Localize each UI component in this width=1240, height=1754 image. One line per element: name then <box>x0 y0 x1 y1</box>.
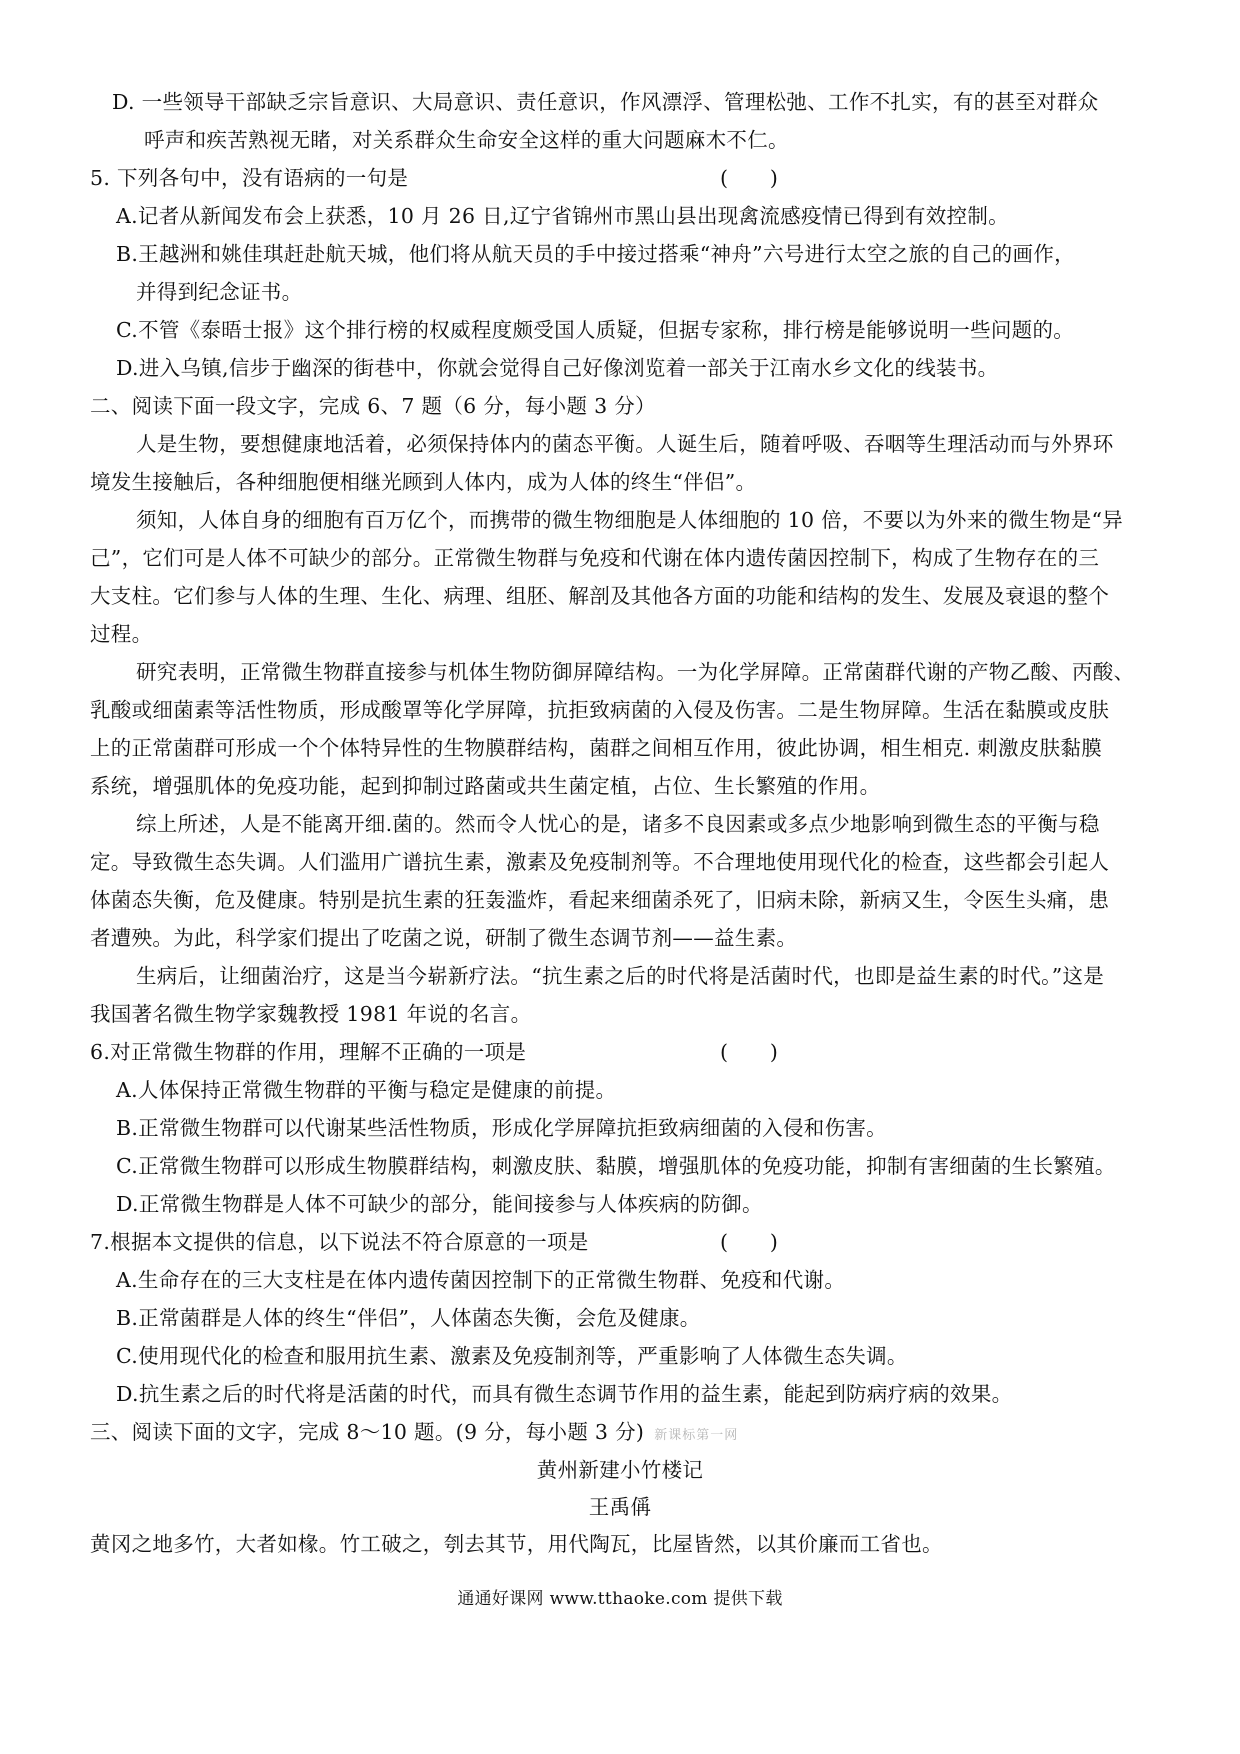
q6-option-c: C.正常微生物群可以形成生物膜群结构，刺激皮肤、黏膜，增强肌体的免疫功能，抑制有害细菌的生长繁殖。 <box>116 1154 1116 1178</box>
section3-heading-line <box>90 1418 738 1450</box>
passage-p3-line2: 乳酸或细菌素等活性物质，形成酸罩等化学屏障，抗拒致病菌的入侵及伤害。二是生物屏障。生活在黏膜或皮肤 <box>90 698 1110 722</box>
q5-answer-paren: ( ) <box>720 166 779 190</box>
passage-p3-line3: 上的正常菌群可形成一个个体特异性的生物膜群结构，菌群之间相互作用，彼此协调，相生相克. 刺激皮肤黏膜 <box>90 736 1103 760</box>
passage-p4-line2: 定。导致微生态失调。人们滥用广谱抗生素，激素及免疫制剂等。不合理地使用现代化的检查，这些都会引起人 <box>90 850 1110 874</box>
classical-text-title: 黄州新建小竹楼记 <box>536 1458 704 1482</box>
q6-answer-paren: ( ) <box>720 1040 779 1064</box>
q6-option-a: A.人体保持正常微生物群的平衡与稳定是健康的前提。 <box>116 1078 617 1102</box>
passage-p2-line2: 己”，它们可是人体不可缺少的部分。正常微生物群与免疫和代谢在体内遗传菌因控制下，构成了生物存在的三 <box>90 546 1100 570</box>
q7-stem: 7.根据本文提供的信息，以下说法不符合原意的一项是 <box>90 1230 589 1254</box>
section3-heading: 三、阅读下面的文字，完成 8～10 题。(9 分，每小题 3 分) <box>90 1420 645 1444</box>
classical-text-author: 王禹偁 <box>588 1495 652 1519</box>
q5-option-a: A.记者从新闻发布会上获悉，10 月 26 日,辽宁省锦州市黑山县出现禽流感疫情已得到有效控制。 <box>116 204 1009 228</box>
watermark-text: 新课标第一网 <box>654 1428 739 1443</box>
q7-option-c: C.使用现代化的检查和服用抗生素、激素及免疫制剂等，严重影响了人体微生态失调。 <box>116 1344 908 1368</box>
q5-stem: 5. 下列各句中，没有语病的一句是 <box>90 166 409 190</box>
q5-option-b-line2: 并得到纪念证书。 <box>136 280 303 304</box>
passage-p2-line3: 大支柱。它们参与人体的生理、生化、病理、组胚、解剖及其他各方面的功能和结构的发生、发展及衰退的整个 <box>90 584 1110 608</box>
passage-p4-line3: 体菌态失衡，危及健康。特别是抗生素的狂轰滥炸，看起来细菌杀死了，旧病未除，新病又生，令医生头痛，患 <box>90 888 1110 912</box>
passage-p4-line1: 综上所述，人是不能离开细.菌的。然而令人忧心的是，诸多不良因素或多点少地影响到微生态的平衡与稳 <box>136 812 1100 836</box>
q4-option-d-line1: D. 一些领导干部缺乏宗旨意识、大局意识、责任意识，作风漂浮、管理松弛、工作不扎实，有的甚至对群众 <box>112 90 1099 114</box>
passage-p2-line4: 过程。 <box>90 622 153 646</box>
q7-option-d: D.抗生素之后的时代将是活菌的时代，而具有微生态调节作用的益生素，能起到防病疗病的效果。 <box>116 1382 1013 1406</box>
passage-p5-line1: 生病后，让细菌治疗，这是当今崭新疗法。“抗生素之后的时代将是活菌时代，也即是益生素的时代。”这是 <box>136 964 1105 988</box>
page-footer: 通通好课网 www.tthaoke.com 提供下载 <box>457 1589 783 1609</box>
passage-p3-line1: 研究表明，正常微生物群直接参与机体生物防御屏障结构。一为化学屏障。正常菌群代谢的产物乙酸、丙酸、 <box>136 660 1135 684</box>
q5-option-b-line1: B.王越洲和姚佳琪赶赴航天城，他们将从航天员的手中接过搭乘“神舟”六号进行太空之旅的自己的画作， <box>116 242 1075 266</box>
passage-p5-line2: 我国著名微生物学家魏教授 1981 年说的名言。 <box>90 1002 532 1026</box>
passage-p1-line1: 人是生物，要想健康地活着，必须保持体内的菌态平衡。人诞生后，随着呼吸、吞咽等生理活动而与外界环 <box>136 432 1114 456</box>
q6-option-b: B.正常微生物群可以代谢某些活性物质，形成化学屏障抗拒致病细菌的入侵和伤害。 <box>116 1116 887 1140</box>
passage-p1-line2: 境发生接触后，各种细胞便相继光顾到人体内，成为人体的终生“伴侣”。 <box>90 470 757 494</box>
classical-text-line1: 黄冈之地多竹，大者如椽。竹工破之，刳去其节，用代陶瓦，比屋皆然，以其价廉而工省也。 <box>90 1532 943 1556</box>
q7-option-a: A.生命存在的三大支柱是在体内遗传菌因控制下的正常微生物群、免疫和代谢。 <box>116 1268 846 1292</box>
passage-p3-line4: 系统，增强肌体的免疫功能，起到抑制过路菌或共生菌定植，占位、生长繁殖的作用。 <box>90 774 881 798</box>
q7-answer-paren: ( ) <box>720 1230 779 1254</box>
section2-heading: 二、阅读下面一段文字，完成 6、7 题（6 分，每小题 3 分） <box>90 394 656 418</box>
q6-option-d: D.正常微生物群是人体不可缺少的部分，能间接参与人体疾病的防御。 <box>116 1192 763 1216</box>
passage-p4-line4: 者遭殃。为此，科学家们提出了吃菌之说，研制了微生态调节剂——益生素。 <box>90 926 798 950</box>
passage-p2-line1: 须知，人体自身的细胞有百万亿个，而携带的微生物细胞是人体细胞的 10 倍，不要以为外来的微生物是“异 <box>136 508 1124 532</box>
q5-option-d: D.进入乌镇,信步于幽深的街巷中，你就会觉得自己好像浏览着一部关于江南水乡文化的线装书。 <box>116 356 999 380</box>
q6-stem: 6.对正常微生物群的作用，理解不正确的一项是 <box>90 1040 527 1064</box>
q5-option-c: C.不管《泰晤士报》这个排行榜的权威程度颇受国人质疑，但据专家称，排行榜是能够说明一些问题的。 <box>116 318 1075 342</box>
q7-option-b: B.正常菌群是人体的终生“伴侣”，人体菌态失衡，会危及健康。 <box>116 1306 701 1330</box>
q4-option-d-line2: 呼声和疾苦熟视无睹，对关系群众生命安全这样的重大问题麻木不仁。 <box>144 128 789 152</box>
